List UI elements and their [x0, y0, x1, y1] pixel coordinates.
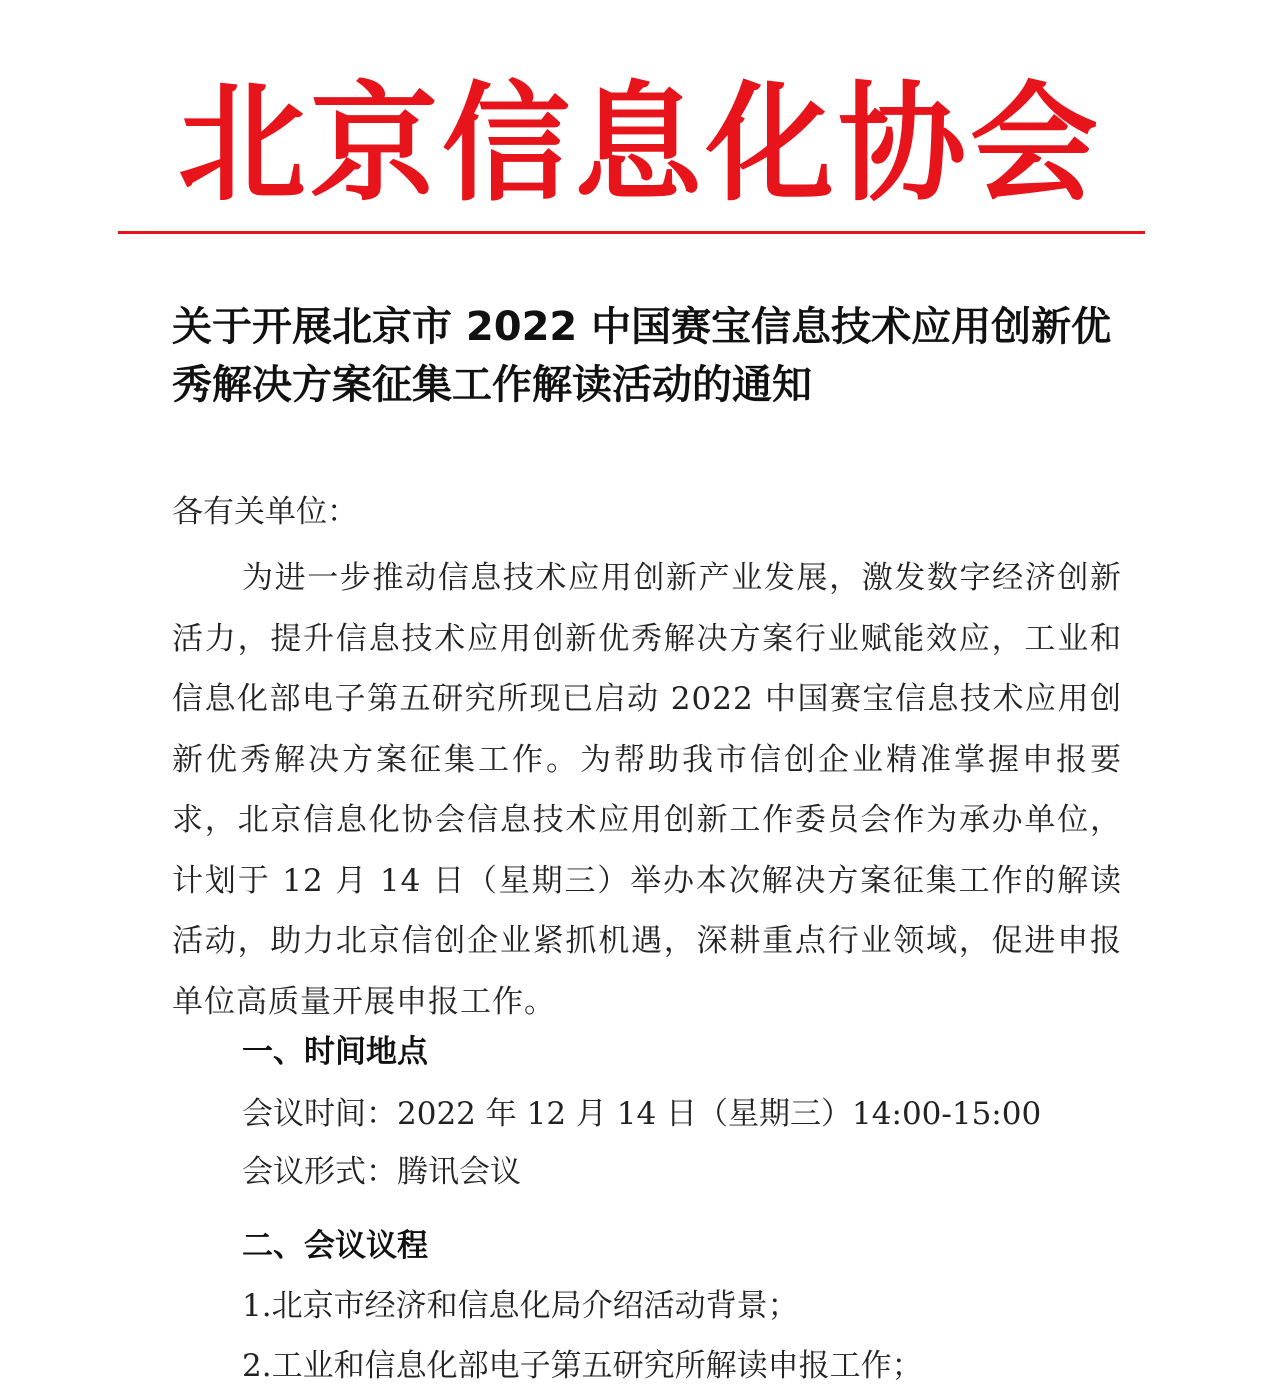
agenda-item-2: 2.工业和信息化部电子第五研究所解读申报工作； — [242, 1348, 923, 1384]
notice-title: 关于开展北京市 2022 中国赛宝信息技术应用创新优秀解决方案征集工作解读活动的通知 — [172, 304, 1112, 408]
meeting-format: 会议形式：腾讯会议 — [242, 1154, 521, 1190]
masthead-org-name: 北京信息化协会 — [177, 70, 1102, 219]
section-heading-time-place: 一、时间地点 — [242, 1034, 428, 1070]
meeting-time: 会议时间：2022 年 12 月 14 日（星期三）14:00-15:00 — [242, 1096, 1042, 1132]
salutation: 各有关单位： — [172, 494, 358, 530]
red-divider-line — [118, 231, 1145, 234]
section-heading-agenda: 二、会议议程 — [242, 1228, 428, 1264]
agenda-item-1: 1.北京市经济和信息化局介绍活动背景； — [242, 1288, 799, 1324]
body-paragraph: 为进一步推动信息技术应用创新产业发展，激发数字经济创新活力，提升信息技术应用创新优秀解决方案行业赋能效应，工业和信息化部电子第五研究所现已启动 2022 中国赛宝信息技术应用创新优秀解决方案征集工作。为帮助我市信创企业精准掌握申报要求，北京信息化协会信息技术应用创新工作委员会作为承办单位，计划于 12 月 14 日（星期三）举办本次解决方案征集工作的解读活动，助力北京信创企业紧抓机遇，深耕重点行业领域，促进申报单位高质量开展申报工作。 — [172, 560, 1122, 1020]
